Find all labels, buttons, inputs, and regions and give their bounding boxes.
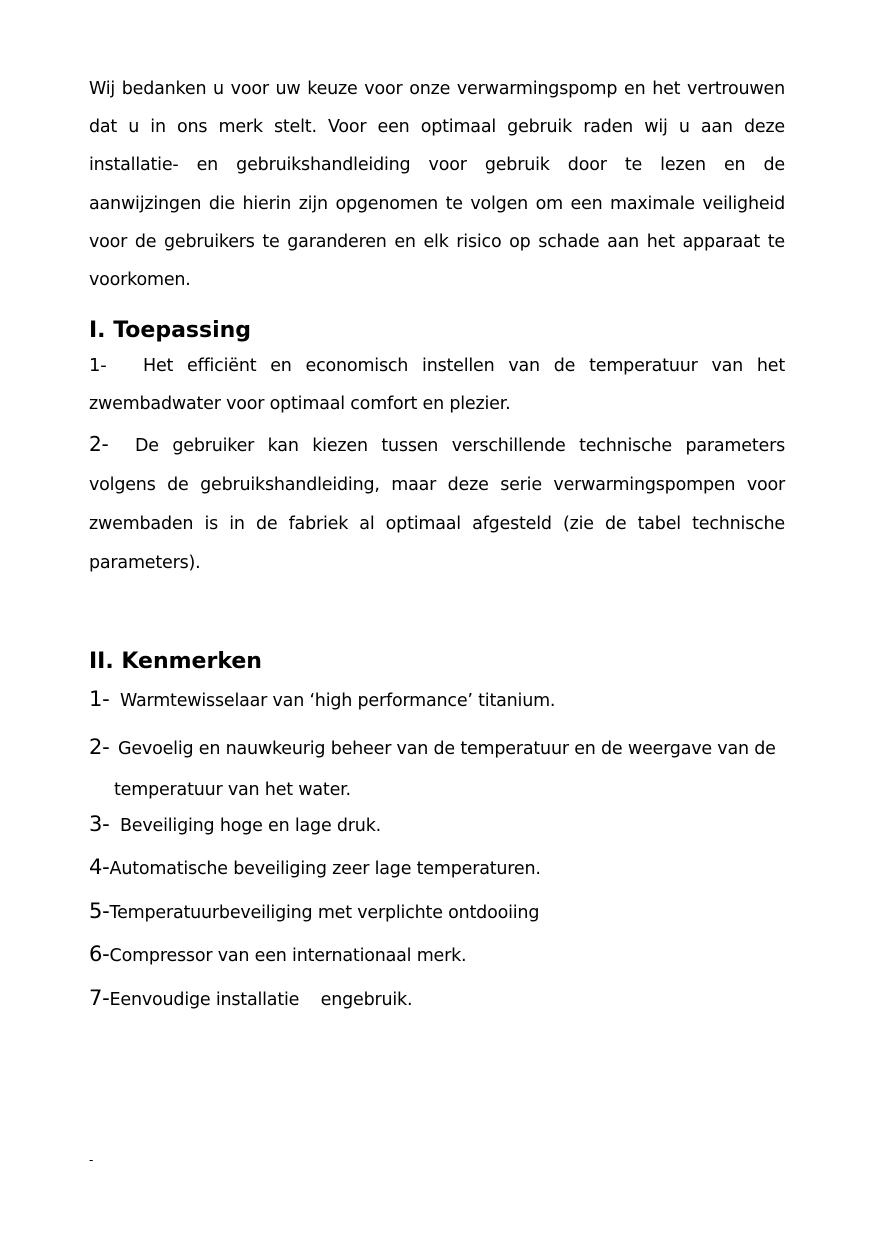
list-item <box>89 347 785 423</box>
item-text: Eenvoudige installatie engebruik. <box>109 990 413 1010</box>
manual-page <box>89 0 785 1241</box>
item-number: 2- <box>89 432 109 456</box>
list-item <box>89 425 785 583</box>
item-text: Compressor van een internationaal merk. <box>109 946 467 966</box>
list-item <box>89 983 412 1015</box>
item-text: Temperatuurbeveiliging met verplichte ontdooiing <box>109 903 540 923</box>
item-number: 3- <box>89 812 110 836</box>
intro-paragraph: Wij bedanken u voor uw keuze voor onze verwarmingspomp en het vertrouwen dat u in ons merk stelt. Voor een optimaal gebruik raden wij u aan deze installatie- en gebruikshandleiding voor gebruik door te lezen en de aanwijzingen die hierin zijn opgenomen te volgen om een maximale veiligheid voor de gebruikers te garanderen en elk risico op schade aan het apparaat te voorkomen. <box>89 79 785 291</box>
item-number: 4- <box>89 855 110 879</box>
item-text: Gevoelig en nauwkeurig beheer van de temperatuur en de weergave van de <box>118 739 776 759</box>
item-text: Warmtewisselaar van ‘high performance’ titanium. <box>120 691 556 711</box>
item-number: 1- <box>89 687 110 711</box>
item-text: De gebruiker kan kiezen tussen verschillende technische parameters volgens de gebruikshandleiding, maar deze serie verwarmingspompen voor zwembaden is in de fabriek al optimaal afgesteld (zie de tabel technische parameters). <box>89 436 785 573</box>
item-text-continuation: temperatuur van het water. <box>114 780 351 800</box>
item-number: 2- <box>89 735 110 759</box>
list-item <box>89 727 785 811</box>
section-title-kenmerken: II. Kenmerken <box>89 649 262 674</box>
item-number: 7- <box>89 986 110 1010</box>
item-number: 5- <box>89 899 110 923</box>
list-item <box>89 852 541 884</box>
list-item <box>89 896 539 928</box>
item-number: 6- <box>89 942 110 966</box>
list-item <box>89 809 381 841</box>
footer-mark: - <box>89 1153 94 1167</box>
section-title-toepassing: I. Toepassing <box>89 318 252 343</box>
list-item <box>89 684 555 716</box>
item-text: Automatische beveiliging zeer lage temperaturen. <box>109 859 541 879</box>
item-number: 1- <box>89 355 107 376</box>
item-text: Beveiliging hoge en lage druk. <box>120 816 381 836</box>
list-item <box>89 939 466 971</box>
item-text: Het efficiënt en economisch instellen van de temperatuur van het zwembadwater voor optimaal comfort en plezier. <box>89 356 785 414</box>
